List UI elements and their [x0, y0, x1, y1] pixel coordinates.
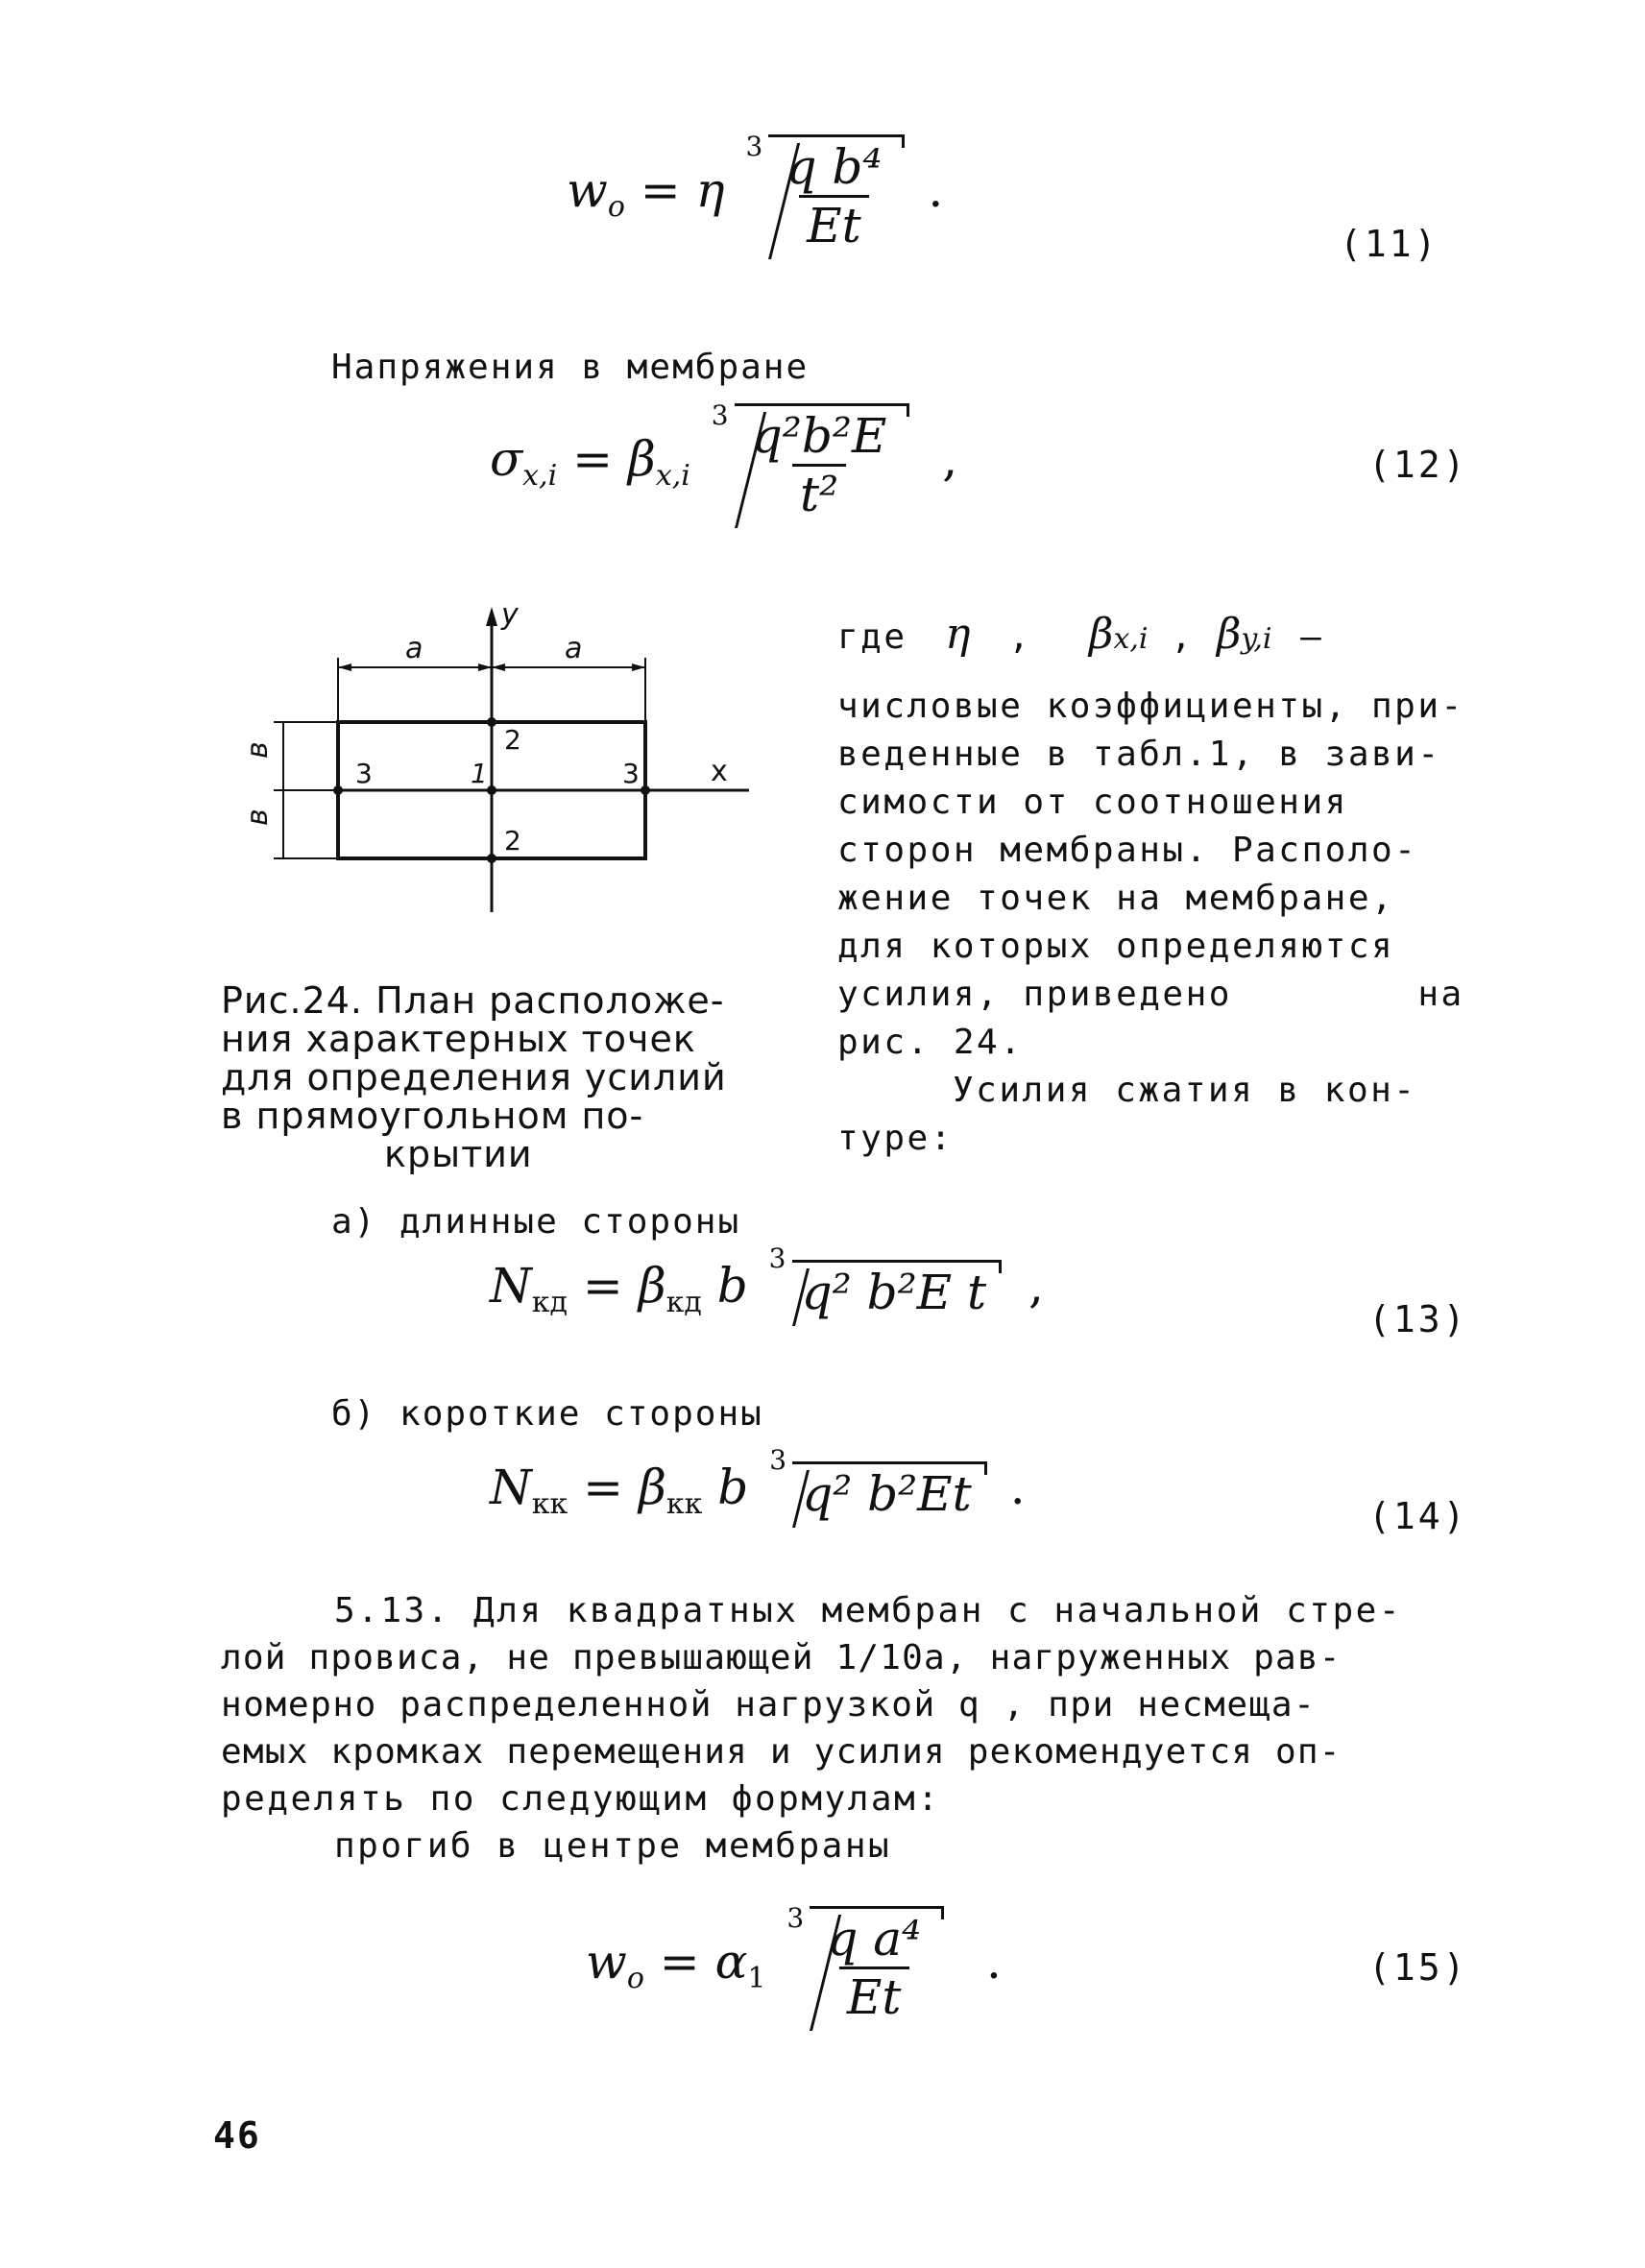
eq14-coef: β: [638, 1460, 666, 1515]
eq13-lhs: N: [490, 1258, 532, 1314]
fig-label-b-top: в: [241, 741, 275, 759]
eq13-tail: ,: [1028, 1258, 1044, 1314]
where-dash: –: [1300, 617, 1324, 657]
figure-24-plan: [230, 595, 768, 941]
eq14-number: (14): [1368, 1495, 1468, 1537]
long-sides-label: а) длинные стороны: [331, 1202, 741, 1242]
eq13-root-index: 3: [768, 1242, 786, 1274]
where-label: где: [837, 617, 907, 657]
eq12-coef: β: [627, 431, 656, 487]
eq11-number: (11): [1340, 223, 1439, 265]
figure-24-caption: [221, 981, 778, 1173]
eq14-lhs-sub: кк: [531, 1487, 568, 1521]
formula-12: $\sigma_{x,i} = \beta_{x,i}$ 3 $\frac{\text{q²b²E}}{\text{t²}}$ ,: [490, 399, 958, 522]
right-line: усилия, приведено на: [837, 975, 1464, 1014]
paragraph-5-13: [221, 1591, 1402, 1866]
eq11-tail: .: [928, 162, 944, 218]
caption-line: для определения усилий: [221, 1056, 727, 1098]
eq15-number: (15): [1368, 1946, 1468, 1989]
para-line: 5.13. Для квадратных мембран с начальной стре-: [334, 1591, 1402, 1630]
eq12-number: (12): [1368, 444, 1468, 486]
where-sym-beta-y-sub: y,i: [1241, 622, 1272, 656]
where-sep-1: ,: [1008, 617, 1032, 657]
fig-point-2-top: [487, 717, 496, 727]
eq11-lhs: w: [567, 162, 608, 218]
eq11-denominator: Et: [799, 195, 869, 253]
compress-intro-1: Усилия сжатия в кон-: [953, 1071, 1417, 1110]
eq14-root-index: 3: [769, 1443, 787, 1476]
eq15-root-index: 3: [786, 1902, 805, 1934]
right-line: симости от соотношения: [837, 783, 1348, 822]
fig-point-2-bottom: [487, 854, 496, 863]
caption-line: в прямоугольном по-: [221, 1095, 644, 1137]
formula-11: $w_o = \eta$ 3 $\frac{\text{q b⁴}}{Et}$ .: [567, 131, 944, 253]
eq15-lhs: w: [586, 1934, 627, 1990]
eq14-coef-sub: кк: [665, 1487, 703, 1521]
eq12-lhs-sub: x,i: [522, 459, 558, 493]
fig-label-pt2-top: 2: [504, 724, 521, 756]
eq13-lhs-sub: кд: [531, 1286, 568, 1319]
right-line: жение точек на мембране,: [837, 879, 1395, 918]
page-number: 46: [213, 2114, 261, 2157]
eq14-tail: .: [1009, 1460, 1026, 1515]
fig-label-a-left: a: [405, 632, 423, 665]
right-line: веденные в табл.1, в зави-: [837, 735, 1441, 774]
para-line: емых кромках перемещения и усилия рекомендуется оп-: [221, 1732, 1342, 1772]
eq13-radicand: q² b²E t: [792, 1260, 1000, 1320]
para-line: номерно распределенной нагрузкой q , при несмеща-: [221, 1685, 1317, 1725]
eq14-cube-root: [763, 1443, 985, 1522]
para-line: лой провиса, не превышающей 1/10а, нагруженных рав-: [221, 1638, 1342, 1677]
fig-label-x: x: [711, 755, 728, 788]
fig-point-1: [487, 785, 496, 795]
eq15-denominator: Et: [839, 1966, 909, 2025]
eq12-tail: ,: [942, 431, 958, 487]
eq13-coef: β: [638, 1258, 666, 1314]
formula-15: $w_o = \alpha_1$ 3 $\frac{\text{q a⁴}}{Et}$ .: [586, 1902, 1002, 2025]
eq11-coef: η: [695, 162, 725, 218]
right-line: для которых определяются: [837, 927, 1395, 966]
right-line: рис. 24.: [837, 1023, 1024, 1062]
formula-13: $N_{кд} = \beta_{кд}$ b 3 q² b²E t ,: [490, 1242, 1044, 1320]
eq15-numerator: q a⁴: [827, 1911, 922, 1966]
eq15-coef: α: [714, 1934, 748, 1990]
eq14-radicand: q² b²Et: [792, 1461, 985, 1522]
eq15-lhs-sub: o: [626, 1962, 644, 1995]
fig-y-arrow: [486, 607, 497, 626]
where-sym-beta-x-sub: x,i: [1113, 622, 1149, 656]
eq12-cube-root: [706, 399, 908, 522]
eq12-numerator: q²b²E: [751, 408, 887, 464]
eq12-coef-sub: x,i: [655, 459, 690, 493]
eq15-cube-root: [781, 1902, 942, 2025]
short-sides-label: б) короткие стороны: [331, 1394, 763, 1434]
fig-label-pt1: 1: [471, 758, 488, 789]
eq13-number: (13): [1368, 1298, 1468, 1340]
fig-point-3-left: [333, 785, 343, 795]
fig-label-y: y: [501, 598, 519, 632]
fig-label-pt3-right: 3: [622, 758, 640, 789]
eq13-cube-root: [763, 1242, 1000, 1320]
eq12-denominator: t²: [792, 464, 846, 522]
eq14-lhs: N: [490, 1460, 532, 1515]
where-sym-eta: η: [945, 610, 971, 659]
caption-line: крытии: [384, 1133, 533, 1175]
fig-point-3-right: [641, 785, 650, 795]
deflection-intro: прогиб в центре мембраны: [334, 1826, 892, 1866]
eq12-root-index: 3: [711, 399, 729, 431]
where-sym-beta-y: β: [1216, 610, 1242, 659]
where-sym-beta-x: β: [1089, 610, 1114, 659]
right-line: числовые коэффициенты, при-: [837, 687, 1464, 726]
caption-line: ния характерных точек: [221, 1018, 696, 1060]
eq12-lhs: σ: [490, 431, 523, 487]
where-sep-2: ,: [1171, 617, 1195, 657]
fig-label-a-right: a: [565, 632, 583, 665]
fig-label-pt3-left: 3: [355, 758, 373, 789]
stress-intro: Напряжения в мембране: [331, 348, 810, 387]
right-column-text: [837, 689, 1464, 1156]
eq15-tail: .: [986, 1934, 1002, 1990]
eq11-root-index: 3: [745, 131, 763, 162]
eq15-coef-sub: 1: [747, 1962, 766, 1995]
caption-line: Рис.24. План расположе-: [221, 979, 725, 1022]
eq11-lhs-sub: o: [607, 190, 625, 224]
eq14-mult: b: [717, 1460, 749, 1515]
right-line: сторон мембраны. Располо-: [837, 831, 1418, 870]
eq13-mult: b: [716, 1258, 748, 1314]
eq13-coef-sub: кд: [665, 1286, 702, 1319]
para-line: ределять по следующим формулам:: [221, 1779, 941, 1819]
eq11-numerator: q b⁴: [786, 139, 883, 195]
fig-label-pt2-bottom: 2: [504, 825, 521, 857]
where-line: [837, 610, 1323, 659]
formula-14: $N_{кк} = \beta_{кк}$ b 3 q² b²Et .: [490, 1443, 1026, 1522]
eq11-cube-root: [739, 131, 903, 253]
fig-label-b-bottom: в: [241, 808, 275, 826]
compress-intro-2: туре:: [837, 1119, 954, 1158]
